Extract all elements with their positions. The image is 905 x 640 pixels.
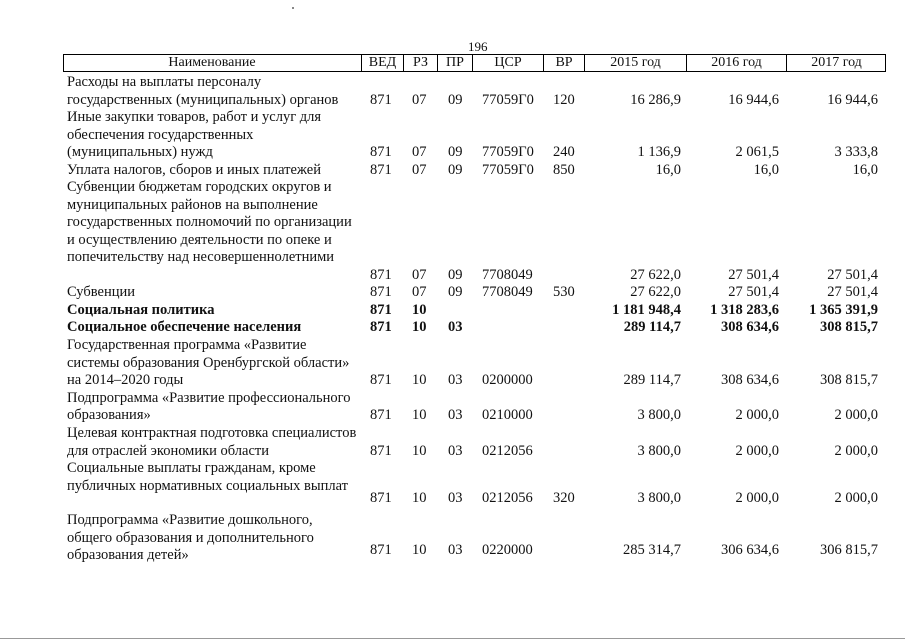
row-rz: 07 (412, 144, 427, 160)
header-rz: РЗ (403, 54, 437, 72)
row-2017: 2 000,0 (834, 442, 878, 459)
row-ved: 871 (370, 284, 392, 300)
row-csr: 0210000 (482, 407, 533, 423)
row-rz: 07 (412, 161, 427, 178)
row-name: Расходы на выплаты персоналу государственных (муниципальных) органов (67, 74, 339, 108)
row-pr: 09 (448, 161, 463, 178)
row-rz: 10 (412, 319, 427, 335)
row-ved: 871 (370, 301, 392, 318)
row-pr: 09 (448, 91, 463, 108)
row-rz: 10 (412, 372, 427, 388)
row-name: Иные закупки товаров, работ и услуг для обеспечения государственных (муниципальных) нужд (67, 109, 322, 160)
row-2015: 16 286,9 (630, 91, 681, 108)
page-bottom-edge (0, 638, 905, 639)
row-rz: 10 (412, 407, 427, 423)
row-2015: 27 622,0 (630, 266, 681, 283)
row-name: Социальные выплаты гражданам, кроме публичных нормативных социальных выплат (67, 460, 348, 494)
row-csr: 77059Г0 (482, 91, 534, 108)
page-number: 196 (468, 39, 488, 54)
row-pr: 03 (448, 442, 463, 459)
row-2016: 16 944,6 (728, 91, 779, 108)
row-csr: 0212056 (482, 442, 533, 459)
row-rz: 10 (412, 490, 427, 506)
row-vr: 240 (553, 144, 575, 160)
row-name: Государственная программа «Развитие системы образования Оренбургской области» на 2014–2020 годы (67, 337, 350, 388)
row-2016: 2 061,5 (735, 144, 779, 160)
row-csr: 0200000 (482, 372, 533, 388)
row-2016: 2 000,0 (735, 490, 779, 506)
row-csr: 7708049 (482, 284, 533, 300)
row-2015: 289 114,7 (623, 319, 681, 335)
row-ved: 871 (370, 144, 392, 160)
row-rz: 10 (412, 442, 427, 459)
row-2016: 27 501,4 (728, 266, 779, 283)
row-2017: 27 501,4 (827, 266, 878, 283)
row-2017: 1 365 391,9 (809, 301, 878, 318)
row-name: Субвенции бюджетам городских округов и муниципальных районов на выполнение государственных полномочий по организации и осуществлению деятельности по опеке и попечительству над несовершеннолетними (67, 179, 352, 265)
row-ved: 871 (370, 91, 392, 108)
scan-speck (292, 7, 294, 9)
row-vr: 530 (553, 284, 575, 300)
row-ved: 871 (370, 490, 392, 506)
row-name: Социальная политика (67, 301, 215, 318)
row-2015: 27 622,0 (630, 284, 681, 300)
row-2017: 308 815,7 (820, 372, 878, 388)
row-pr: 03 (448, 490, 463, 506)
row-ved: 871 (370, 442, 392, 459)
row-2015: 1 181 948,4 (612, 301, 681, 318)
row-csr: 77059Г0 (482, 161, 534, 178)
row-2017: 2 000,0 (834, 407, 878, 423)
header-2017: 2017 год (786, 54, 886, 72)
row-ved: 871 (370, 372, 392, 388)
row-2016: 27 501,4 (728, 284, 779, 300)
row-2016: 308 634,6 (721, 319, 779, 335)
row-pr: 03 (448, 319, 463, 335)
row-2016: 16,0 (753, 161, 779, 178)
row-vr: 850 (553, 161, 575, 178)
row-csr: 0220000 (482, 542, 533, 558)
row-2016: 1 318 283,6 (710, 301, 779, 318)
row-2017: 308 815,7 (820, 319, 878, 335)
header-name: Наименование (168, 55, 256, 70)
row-name: Социальное обеспечение населения (67, 319, 302, 335)
row-2017: 306 815,7 (820, 542, 878, 558)
row-2016: 306 634,6 (721, 542, 779, 558)
row-rz: 10 (412, 301, 427, 318)
row-2015: 16,0 (655, 161, 681, 178)
row-csr: 7708049 (482, 266, 533, 283)
row-pr: 03 (448, 372, 463, 388)
row-csr: 0212056 (482, 490, 533, 506)
row-2017: 2 000,0 (834, 490, 878, 506)
row-rz: 07 (412, 91, 427, 108)
row-2015: 3 800,0 (637, 407, 681, 423)
header-pr: ПР (437, 54, 472, 72)
header-vr: ВР (543, 54, 584, 72)
row-ved: 871 (370, 407, 392, 423)
row-ved: 871 (370, 266, 392, 283)
row-2016: 2 000,0 (735, 407, 779, 423)
row-ved: 871 (370, 542, 392, 558)
header-csr: ЦСР (472, 54, 543, 72)
row-ved: 871 (370, 319, 392, 335)
header-2016: 2016 год (686, 54, 786, 72)
row-csr: 77059Г0 (482, 144, 534, 160)
row-2016: 308 634,6 (721, 372, 779, 388)
row-2017: 16,0 (852, 161, 878, 178)
row-rz: 07 (412, 266, 427, 283)
row-pr: 03 (448, 407, 463, 423)
row-pr: 09 (448, 284, 463, 300)
row-pr: 09 (448, 144, 463, 160)
row-name: Подпрограмма «Развитие профессионального образования» (67, 389, 351, 423)
row-2015: 285 314,7 (623, 542, 681, 558)
row-2017: 3 333,8 (834, 144, 878, 160)
row-2015: 3 800,0 (637, 490, 681, 506)
row-ved: 871 (370, 161, 392, 178)
row-2017: 27 501,4 (827, 284, 878, 300)
row-rz: 07 (412, 284, 427, 300)
header-ved: ВЕД (361, 54, 403, 72)
row-name: Уплата налогов, сборов и иных платежей (67, 161, 321, 178)
row-2017: 16 944,6 (827, 91, 878, 108)
row-vr: 320 (553, 490, 575, 506)
row-2015: 3 800,0 (637, 442, 681, 459)
row-name: Субвенции (67, 284, 135, 300)
row-2015: 1 136,9 (637, 144, 681, 160)
row-vr: 120 (553, 91, 575, 108)
row-name: Подпрограмма «Развитие дошкольного, общего образования и дополнительного образования детей» (67, 512, 314, 563)
row-rz: 10 (412, 542, 427, 558)
header-2015: 2015 год (584, 54, 686, 72)
row-2015: 289 114,7 (623, 372, 681, 388)
row-pr: 09 (448, 266, 463, 283)
row-name: Целевая контрактная подготовка специалистов для отраслей экономики области (67, 425, 357, 459)
row-pr: 03 (448, 542, 463, 558)
row-2016: 2 000,0 (735, 442, 779, 459)
